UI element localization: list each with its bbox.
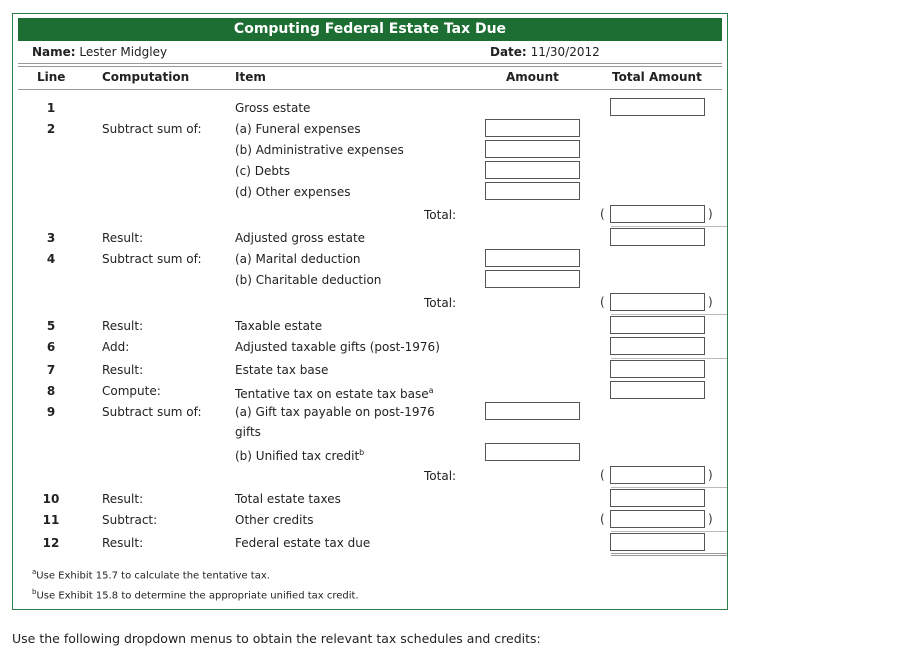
subtotal-rule [611,226,727,227]
line-number: 10 [42,492,60,506]
subtotal-rule [611,531,727,532]
adjusted-gross-estate-input[interactable] [610,228,705,246]
computation-label: Result: [102,492,144,506]
item-marital-deduction: (a) Marital deduction [235,252,361,266]
item-unified-tax-credit [235,445,364,464]
line-number: 7 [46,363,56,377]
computation-label: Result: [102,363,144,377]
item-adjusted-gross-estate: Adjusted gross estate [235,231,366,245]
computation-label: Result: [102,536,144,550]
credits-total-input[interactable] [610,466,705,484]
footnote-b-mark: b [32,588,37,596]
item-estate-tax-base: Estate tax base [235,363,329,377]
computation-label: Result: [102,231,144,245]
line-number: 6 [46,340,56,354]
paren-open: ( [600,207,605,221]
paren-open: ( [600,512,605,526]
computation-label: Subtract sum of: [102,122,202,136]
line-number: 5 [46,319,56,333]
computation-label: Subtract sum of: [102,252,202,266]
item-federal-estate-tax-due: Federal estate tax due [235,536,371,550]
line-number: 2 [46,122,56,136]
date-field [490,45,600,59]
item-debts: (c) Debts [235,164,290,178]
line-number: 8 [46,384,56,398]
paren-open: ( [600,468,605,482]
name-value: Lester Midgley [79,45,168,59]
item-administrative-expenses: (b) Administrative expenses [235,143,404,157]
paren-close: ) [708,512,713,526]
funeral-expenses-input[interactable] [485,119,580,137]
item-gift-tax-payable: (a) Gift tax payable on post-1976 [235,405,435,419]
computation-label: Subtract sum of: [102,405,202,419]
item-taxable-estate: Taxable estate [235,319,323,333]
item-gift-tax-payable-cont: gifts [235,425,261,439]
item-tentative-tax-text: Tentative tax on estate tax base [235,387,429,401]
footnote-b-ref: b [359,448,365,457]
federal-estate-tax-due-input[interactable] [610,533,705,551]
header-divider-double [18,66,722,67]
col-header-item: Item [235,70,266,84]
col-header-total: Total Amount [612,70,702,84]
subtotal-rule [611,358,727,359]
name-label: Name: [32,45,76,59]
date-value: 11/30/2012 [530,45,600,59]
header-divider-top [18,63,722,64]
line-number: 3 [46,231,56,245]
dropdown-instructions: Use the following dropdown menus to obtain the relevant tax schedules and credits: [12,631,541,646]
footnote-a-mark: a [32,568,37,576]
paren-close: ) [708,207,713,221]
col-header-amount: Amount [506,70,559,84]
line-number: 1 [46,101,56,115]
item-charitable-deduction: (b) Charitable deduction [235,273,382,287]
footnote-b-text: Use Exhibit 15.8 to determine the appropriate unified tax credit. [36,590,359,602]
total-label: Total: [424,208,457,222]
footnote-a-text: Use Exhibit 15.7 to calculate the tentative tax. [36,570,270,582]
footnote-a [32,568,270,581]
unified-tax-credit-input[interactable] [485,443,580,461]
line-number: 9 [46,405,56,419]
final-double-rule [611,553,727,557]
paren-open: ( [600,295,605,309]
computation-label: Compute: [102,384,161,398]
item-tentative-tax [235,383,434,402]
administrative-expenses-input[interactable] [485,140,580,158]
item-other-credits: Other credits [235,513,314,527]
estate-tax-base-input[interactable] [610,360,705,378]
item-funeral-expenses: (a) Funeral expenses [235,122,361,136]
footnote-a-ref: a [428,386,434,395]
expenses-total-input[interactable] [610,205,705,223]
name-field [32,45,167,59]
item-unified-tax-credit-text: (b) Unified tax credit [235,449,360,463]
line-number: 12 [42,536,60,550]
charitable-deduction-input[interactable] [485,270,580,288]
item-total-estate-taxes: Total estate taxes [235,492,341,506]
gross-estate-total-input[interactable] [610,98,705,116]
total-label: Total: [424,296,457,310]
paren-close: ) [708,295,713,309]
date-label: Date: [490,45,527,59]
subtotal-rule [611,314,727,315]
deductions-total-input[interactable] [610,293,705,311]
taxable-estate-input[interactable] [610,316,705,334]
estate-tax-form [12,13,728,610]
other-credits-input[interactable] [610,510,705,528]
footnote-b [32,588,359,601]
computation-label: Result: [102,319,144,333]
subtotal-rule [611,487,727,488]
adjusted-taxable-gifts-input[interactable] [610,337,705,355]
marital-deduction-input[interactable] [485,249,580,267]
computation-label: Subtract: [102,513,158,527]
item-gross-estate: Gross estate [235,101,311,115]
form-title: Computing Federal Estate Tax Due [18,18,722,41]
col-header-computation: Computation [102,70,190,84]
line-number: 4 [46,252,56,266]
col-header-line: Line [37,70,66,84]
item-adjusted-taxable-gifts: Adjusted taxable gifts (post-1976) [235,340,440,354]
total-label: Total: [424,469,457,483]
total-estate-taxes-input[interactable] [610,489,705,507]
debts-input[interactable] [485,161,580,179]
line-number: 11 [42,513,60,527]
other-expenses-input[interactable] [485,182,580,200]
tentative-tax-input[interactable] [610,381,705,399]
gift-tax-payable-input[interactable] [485,402,580,420]
computation-label: Add: [102,340,130,354]
column-header-divider [18,89,722,90]
item-other-expenses: (d) Other expenses [235,185,351,199]
paren-close: ) [708,468,713,482]
